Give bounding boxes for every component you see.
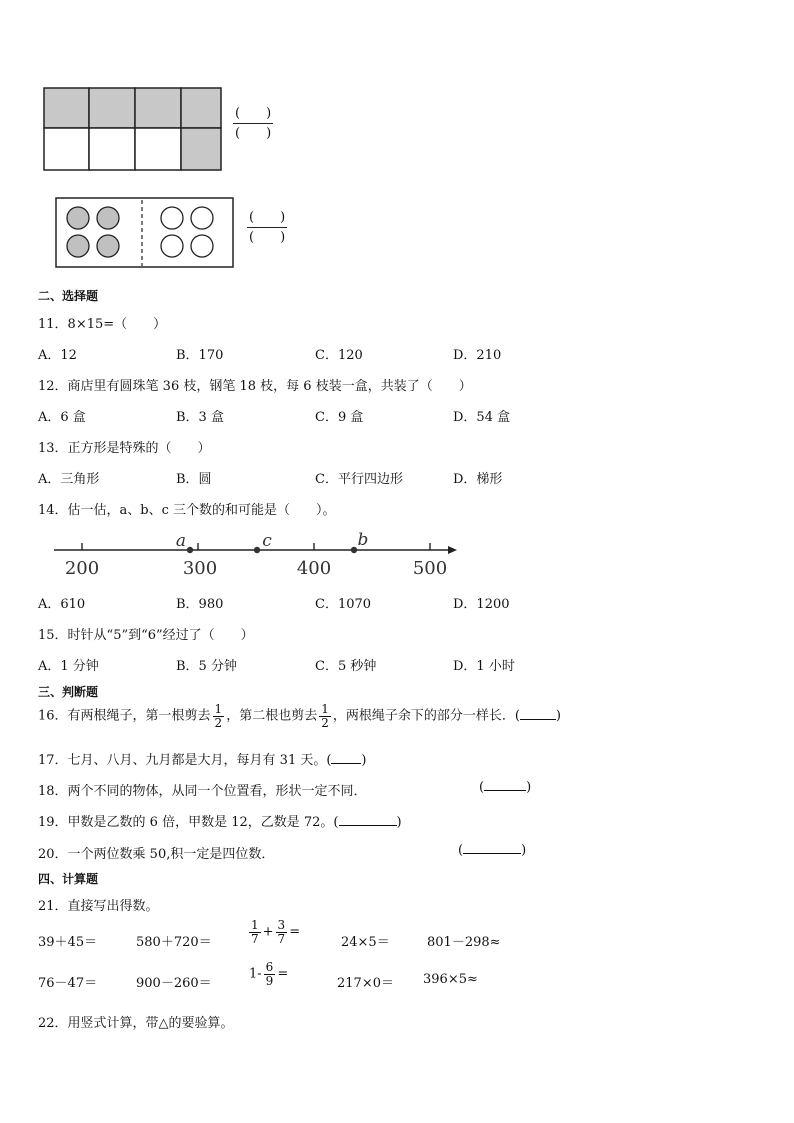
question-20: 20．一个两位数乘 50,积一定是四位数． — [38, 847, 275, 862]
q15-option-c[interactable]: C．5 秒钟 — [315, 659, 377, 674]
q19-close-paren: ) — [396, 815, 402, 830]
q15-option-d[interactable]: D．1 小时 — [453, 659, 515, 674]
calc-frac-a-numerator: 1 — [251, 918, 259, 932]
number-line — [50, 528, 462, 582]
q17-text: 17．七月、八月、九月都是大月，每月有 31 天。( — [38, 753, 332, 768]
tick-label-500: 500 — [412, 558, 448, 579]
calc-900-minus-260: 900－260＝ — [136, 976, 212, 991]
q17-close-paren: ) — [361, 753, 367, 768]
q14-option-a[interactable]: A．610 — [38, 597, 86, 612]
q16-text-post: ，两根绳子余下的部分一样长．( — [332, 708, 520, 724]
q15-option-a[interactable]: A．1 分钟 — [38, 659, 99, 674]
calc-217-times-0: 217×0＝ — [337, 976, 394, 991]
question-12: 12．商店里有圆珠笔 36 枝，钢笔 18 枝，每 6 枝装一盒，共装了（ ） — [38, 379, 472, 394]
q19-text: 19．甲数是乙数的 6 倍，甲数是 12，乙数是 72。( — [38, 815, 339, 830]
section-heading-choice: 二、选择题 — [38, 289, 99, 303]
q16-text-pre: 16．有两根绳子，第一根剪去 — [38, 708, 211, 724]
q12-option-c[interactable]: C．9 盒 — [315, 410, 364, 425]
q16-fraction-2 — [319, 703, 331, 729]
calc-801-minus-298: 801－298≈ — [427, 935, 501, 950]
figure2-answer-fraction — [247, 211, 287, 244]
section-heading-judgement: 三、判断题 — [38, 685, 99, 699]
tick-label-200: 200 — [64, 558, 100, 579]
calc-frac-c — [264, 961, 276, 987]
calc-frac-b-denominator: 7 — [277, 931, 286, 946]
q13-option-c[interactable]: C．平行四边形 — [315, 472, 403, 487]
section-heading-calculation: 四、计算题 — [38, 872, 99, 886]
q17-answer-blank[interactable] — [331, 763, 361, 764]
figure2-numerator-blank[interactable]: ( ) — [249, 210, 286, 225]
calc-frac-equals: = — [289, 924, 301, 940]
q12-option-d[interactable]: D．54 盒 — [453, 410, 511, 425]
q13-option-b[interactable]: B．圆 — [176, 472, 212, 487]
q11-option-a[interactable]: A．12 — [38, 348, 77, 363]
q14-option-b[interactable]: B．980 — [176, 597, 224, 612]
q20-answer — [458, 843, 526, 858]
figure1-denominator-blank[interactable]: ( ) — [235, 126, 272, 141]
q13-option-d[interactable]: D．梯形 — [453, 472, 503, 487]
q12-option-a[interactable]: A．6 盒 — [38, 410, 86, 425]
figure-grid — [43, 87, 225, 173]
calc-frac-plus: + — [262, 924, 274, 940]
calc-frac-c-numerator: 6 — [265, 960, 274, 974]
q16-close-paren: ) — [555, 708, 561, 724]
q20-answer-blank[interactable] — [463, 853, 521, 854]
q14-option-d[interactable]: D．1200 — [453, 597, 510, 612]
q16-frac1-denominator: 2 — [214, 715, 223, 730]
q14-option-c[interactable]: C．1070 — [315, 597, 372, 612]
tick-label-400: 400 — [296, 558, 332, 579]
calc-396-times-5: 396×5≈ — [423, 972, 478, 987]
calc-frac-b-numerator: 3 — [277, 918, 286, 932]
question-15: 15．时针从“5”到“6”经过了（ ） — [38, 628, 254, 643]
question-13: 13．正方形是特殊的（ ） — [38, 441, 211, 456]
q18-close-paren: ) — [526, 780, 532, 795]
calc-frac-b — [276, 919, 288, 945]
question-17 — [38, 749, 367, 768]
calc-one-minus-lead: 1- — [249, 966, 262, 982]
figure2-denominator-blank[interactable]: ( ) — [249, 230, 286, 245]
q11-option-b[interactable]: B．170 — [176, 348, 224, 363]
q15-option-b[interactable]: B．5 分钟 — [176, 659, 237, 674]
q16-text-mid: ，第二根也剪去 — [226, 708, 318, 724]
point-label-c: c — [262, 531, 272, 551]
question-16 — [38, 703, 561, 729]
q19-answer-blank[interactable] — [339, 825, 397, 826]
calc-76-minus-47: 76－47＝ — [38, 976, 98, 991]
calc-39-plus-45: 39＋45＝ — [38, 935, 98, 950]
q16-fraction-1 — [213, 703, 225, 729]
figure-circles — [55, 197, 235, 270]
calc-frac-c-denominator: 9 — [265, 973, 274, 988]
calc-frac-a — [249, 919, 261, 945]
calc-one-minus-fraction — [249, 961, 288, 987]
calc-frac-a-denominator: 7 — [251, 931, 259, 946]
q11-option-c[interactable]: C．120 — [315, 348, 363, 363]
question-19 — [38, 811, 402, 830]
q16-answer-blank[interactable] — [520, 719, 556, 720]
question-18: 18．两个不同的物体，从同一个位置看，形状一定不同． — [38, 784, 367, 799]
figure1-answer-fraction — [233, 107, 273, 140]
point-label-b: b — [357, 530, 369, 550]
calc-580-plus-720: 580＋720＝ — [136, 935, 212, 950]
q16-frac2-denominator: 2 — [321, 715, 329, 730]
q18-answer — [479, 780, 531, 795]
q16-frac1-numerator: 1 — [214, 702, 223, 716]
question-14: 14．估一估，a、b、c 三个数的和可能是（ ）。 — [38, 503, 336, 518]
question-11: 11．8×15=（ ） — [38, 317, 167, 332]
q18-answer-blank[interactable] — [484, 790, 526, 791]
calc-frac-c-equals: = — [277, 966, 289, 982]
calc-fraction-sum — [247, 919, 300, 945]
q12-option-b[interactable]: B．3 盒 — [176, 410, 224, 425]
q11-option-d[interactable]: D．210 — [453, 348, 502, 363]
question-22: 22．用竖式计算，带△的要验算。 — [38, 1016, 234, 1031]
question-21: 21．直接写出得数。 — [38, 899, 159, 914]
q18-open-paren: ( — [479, 780, 485, 795]
point-label-a: a — [175, 531, 187, 551]
q20-close-paren: ) — [521, 843, 527, 858]
q16-frac2-numerator: 1 — [321, 702, 329, 716]
q13-option-a[interactable]: A．三角形 — [38, 472, 100, 487]
tick-label-300: 300 — [182, 558, 218, 579]
figure1-numerator-blank[interactable]: ( ) — [235, 106, 272, 121]
calc-24-times-5: 24×5＝ — [341, 935, 390, 950]
q20-open-paren: ( — [458, 843, 464, 858]
